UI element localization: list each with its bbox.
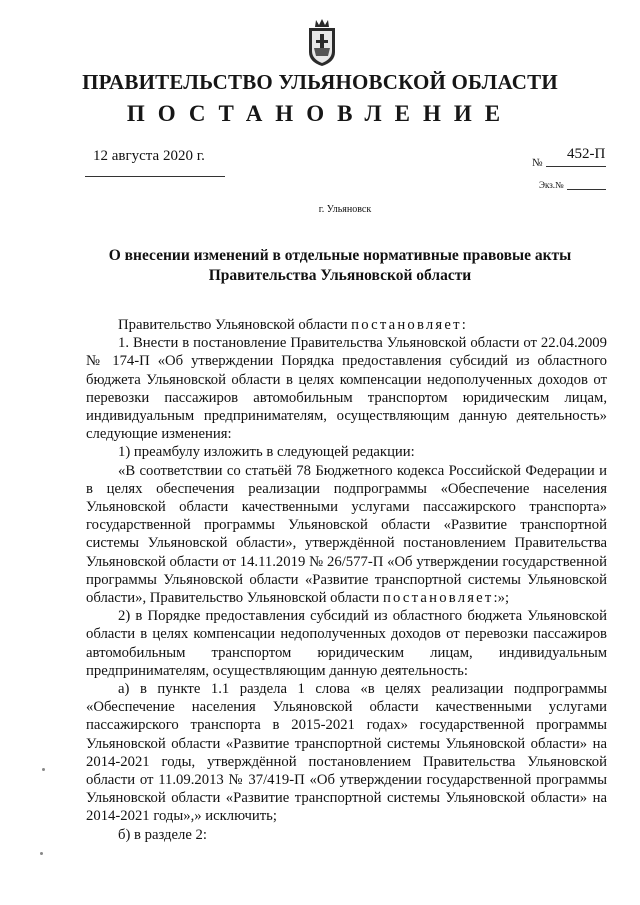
paragraph-text: «В соответствии со статьёй 78 Бюджетного кодекса Российской Федерации и в целях обеспечения реализации подпрограммы «Обеспечение населения Ульяновской области качественными услугами пассажирского транспорта» государственной программы Ульяновской области «Развитие транспортной системы Ульяновской области», утверждённой постановлением Правительства Ульяновской области от 14.11.2019 № 26/577-П «Об утверждении государственной программы Ульяновской области «Развитие транспортной системы Ульяновской области», Правительство Ульяновской области (86, 462, 607, 607)
document-date: 12 августа 2020 г. (93, 148, 205, 164)
paragraph-text: :»; (493, 590, 510, 607)
paragraph-text: : (461, 317, 466, 333)
scan-speck (40, 852, 43, 855)
paragraph-subitem-1: 1) преамбулу изложить в следующей редакции: (118, 444, 415, 461)
subject-line-1: О внесении изменений в отдельные нормативные правовые акты (108, 247, 572, 264)
date-underline (85, 176, 225, 177)
paragraph-preamble (86, 316, 607, 334)
number-underline (546, 166, 606, 167)
spaced-verb: постановляет (382, 590, 494, 607)
paragraph-quoted-preamble (86, 462, 607, 608)
document-type-title: ПОСТАНОВЛЕНИЕ (126, 101, 514, 126)
coat-of-arms-icon (305, 18, 339, 68)
number-sign: № (532, 157, 543, 169)
copy-number-underline (567, 189, 606, 190)
city-name: г. Ульяновск (318, 204, 372, 215)
spaced-verb: постановляет (351, 317, 462, 333)
paragraph-text: Правительство Ульяновской области (118, 317, 352, 333)
copy-number-label: Экз.№ (539, 180, 564, 190)
government-title: ПРАВИТЕЛЬСТВО УЛЬЯНОВСКОЙ ОБЛАСТИ (82, 70, 558, 94)
paragraph-subitem-2: 2) в Порядке предоставления субсидий из областного бюджета Ульяновской области в целях компенсации недополученных доходов от перевозки пассажиров автомобильным транспортом юридическим лицам, индивидуальным предпринимателям, осуществляющим данную деятельность: (86, 608, 607, 679)
subject-line-2: Правительства Ульяновской области (208, 267, 472, 284)
document-body (86, 316, 607, 844)
paragraph-item-1: 1. Внести в постановление Правительства Ульяновской области от 22.04.2009 № 174-П «Об утверждении Порядка предоставления субсидий из областного бюджета Ульяновской области в целях компенсации недополученных доходов от перевозки пассажиров автомобильным транспортом юридическим лицам, индивидуальным предпринимателям, осуществляющим данную деятельность» следующие изменения: (86, 335, 607, 443)
scan-speck (42, 768, 45, 771)
paragraph-subitem-b: б) в разделе 2: (118, 826, 207, 843)
document-number: 452-П (567, 146, 606, 162)
paragraph-subitem-a: а) в пункте 1.1 раздела 1 слова «в целях реализации подпрограммы «Обеспечение населения Ульяновской области качественными услугами пассажирского транспорта в 2015-2021 годах» государственной программы Ульяновской области «Развитие транспортной системы Ульяновской области» на 2014-2021 годы, утверждённой постановлением Правительства Ульяновской области от 11.09.2013 № 37/419-П «Об утверждении государственной программы Ульяновской области «Развитие транспортной системы Ульяновской области» на 2014-2021 годы»,» исключить; (86, 681, 607, 825)
document-subject (80, 246, 600, 286)
